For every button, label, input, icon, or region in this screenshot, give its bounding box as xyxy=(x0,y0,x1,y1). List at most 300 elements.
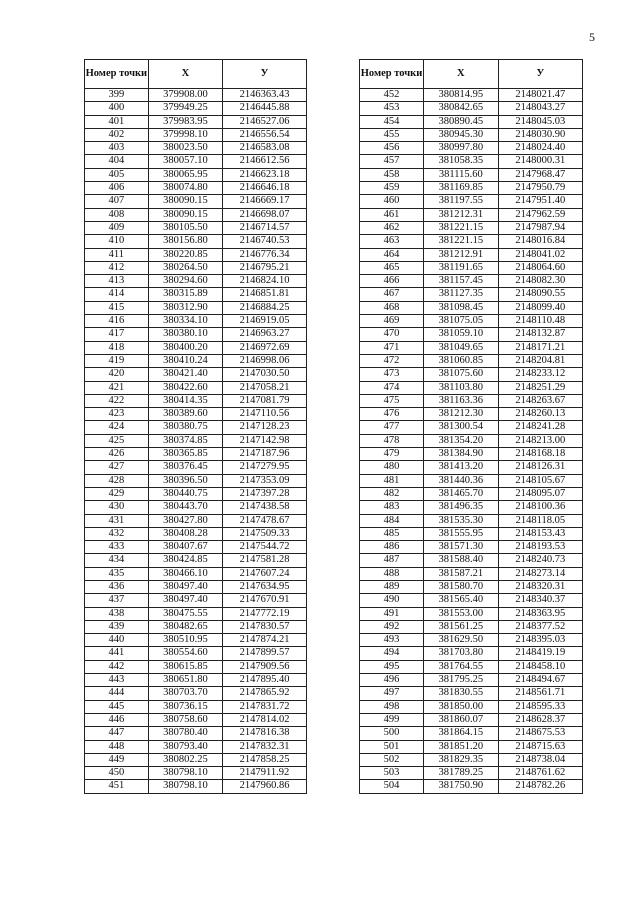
table-row xyxy=(360,448,583,461)
table-row xyxy=(360,700,583,713)
cell-point-number: 404 xyxy=(85,155,149,168)
table-row xyxy=(85,580,307,593)
table-row xyxy=(360,580,583,593)
cell-x: 381553.00 xyxy=(424,607,499,620)
cell-x: 380814.95 xyxy=(424,89,499,102)
cell-point-number: 489 xyxy=(360,580,424,593)
table-row xyxy=(360,527,583,540)
cell-point-number: 442 xyxy=(85,660,149,673)
cell-y: 2147814.02 xyxy=(223,713,307,726)
cell-point-number: 405 xyxy=(85,168,149,181)
cell-y: 2146527.06 xyxy=(223,115,307,128)
cell-y: 2148041.02 xyxy=(498,248,582,261)
cell-point-number: 450 xyxy=(85,767,149,780)
cell-x: 381059.10 xyxy=(424,328,499,341)
cell-y: 2148153.43 xyxy=(498,527,582,540)
table-header-row xyxy=(85,60,307,89)
cell-x: 380376.45 xyxy=(148,461,222,474)
cell-point-number: 504 xyxy=(360,780,424,793)
cell-x: 379908.00 xyxy=(148,89,222,102)
cell-y: 2148064.60 xyxy=(498,261,582,274)
cell-x: 381561.25 xyxy=(424,620,499,633)
table-row xyxy=(360,634,583,647)
cell-point-number: 406 xyxy=(85,182,149,195)
header-point-number: Номер точки xyxy=(360,60,424,89)
cell-point-number: 408 xyxy=(85,208,149,221)
cell-y: 2147607.24 xyxy=(223,567,307,580)
header-y: У xyxy=(498,60,582,89)
cell-point-number: 446 xyxy=(85,713,149,726)
table-row xyxy=(360,368,583,381)
cell-point-number: 474 xyxy=(360,381,424,394)
table-row xyxy=(85,182,307,195)
cell-point-number: 411 xyxy=(85,248,149,261)
cell-y: 2147909.56 xyxy=(223,660,307,673)
cell-x: 380482.65 xyxy=(148,620,222,633)
page-number: 5 xyxy=(589,30,595,44)
table-row xyxy=(85,713,307,726)
table-row xyxy=(360,315,583,328)
cell-point-number: 413 xyxy=(85,275,149,288)
table-row xyxy=(360,620,583,633)
cell-point-number: 499 xyxy=(360,713,424,726)
cell-point-number: 427 xyxy=(85,461,149,474)
cell-point-number: 460 xyxy=(360,195,424,208)
cell-point-number: 478 xyxy=(360,434,424,447)
cell-y: 2147279.95 xyxy=(223,461,307,474)
cell-y: 2146445.88 xyxy=(223,102,307,115)
cell-y: 2146669.17 xyxy=(223,195,307,208)
table-row xyxy=(85,221,307,234)
cell-y: 2147832.31 xyxy=(223,740,307,753)
header-y: У xyxy=(223,60,307,89)
cell-point-number: 412 xyxy=(85,261,149,274)
table-row xyxy=(360,780,583,793)
cell-x: 380554.60 xyxy=(148,647,222,660)
table-row xyxy=(85,687,307,700)
table-row xyxy=(85,487,307,500)
cell-y: 2147960.86 xyxy=(223,780,307,793)
cell-point-number: 402 xyxy=(85,128,149,141)
cell-y: 2146363.43 xyxy=(223,89,307,102)
cell-point-number: 441 xyxy=(85,647,149,660)
cell-point-number: 459 xyxy=(360,182,424,195)
cell-x: 380497.40 xyxy=(148,580,222,593)
cell-point-number: 493 xyxy=(360,634,424,647)
cell-point-number: 485 xyxy=(360,527,424,540)
cell-y: 2148045.03 xyxy=(498,115,582,128)
table-row xyxy=(85,461,307,474)
cell-point-number: 452 xyxy=(360,89,424,102)
cell-x: 380424.85 xyxy=(148,554,222,567)
cell-point-number: 488 xyxy=(360,567,424,580)
table-row xyxy=(360,767,583,780)
cell-point-number: 451 xyxy=(85,780,149,793)
table-row xyxy=(360,461,583,474)
cell-x: 380414.35 xyxy=(148,394,222,407)
cell-point-number: 468 xyxy=(360,301,424,314)
cell-y: 2148100.36 xyxy=(498,501,582,514)
cell-y: 2148090.55 xyxy=(498,288,582,301)
cell-y: 2147951.40 xyxy=(498,195,582,208)
cell-x: 380410.24 xyxy=(148,354,222,367)
cell-x: 380407.67 xyxy=(148,541,222,554)
cell-y: 2147950.79 xyxy=(498,182,582,195)
cell-y: 2148204.81 xyxy=(498,354,582,367)
cell-x: 381629.50 xyxy=(424,634,499,647)
cell-y: 2147670.91 xyxy=(223,594,307,607)
cell-point-number: 438 xyxy=(85,607,149,620)
cell-y: 2148000.31 xyxy=(498,155,582,168)
table-row xyxy=(360,275,583,288)
table-row xyxy=(85,155,307,168)
cell-x: 380334.10 xyxy=(148,315,222,328)
cell-x: 381703.80 xyxy=(424,647,499,660)
cell-point-number: 443 xyxy=(85,674,149,687)
table-row xyxy=(85,328,307,341)
cell-point-number: 501 xyxy=(360,740,424,753)
table-row xyxy=(85,142,307,155)
cell-x: 381860.07 xyxy=(424,713,499,726)
table-row xyxy=(360,182,583,195)
cell-x: 381221.15 xyxy=(424,221,499,234)
cell-point-number: 444 xyxy=(85,687,149,700)
table-row xyxy=(85,128,307,141)
table-row xyxy=(85,607,307,620)
cell-x: 380427.80 xyxy=(148,514,222,527)
cell-y: 2148458.10 xyxy=(498,660,582,673)
cell-y: 2148251.29 xyxy=(498,381,582,394)
cell-point-number: 434 xyxy=(85,554,149,567)
cell-point-number: 456 xyxy=(360,142,424,155)
cell-y: 2147968.47 xyxy=(498,168,582,181)
cell-x: 381157.45 xyxy=(424,275,499,288)
table-row xyxy=(85,501,307,514)
cell-y: 2148395.03 xyxy=(498,634,582,647)
cell-point-number: 439 xyxy=(85,620,149,633)
cell-y: 2147142.98 xyxy=(223,434,307,447)
cell-x: 380090.15 xyxy=(148,208,222,221)
cell-y: 2148240.73 xyxy=(498,554,582,567)
table-row xyxy=(360,607,583,620)
cell-x: 380057.10 xyxy=(148,155,222,168)
cell-x: 381075.60 xyxy=(424,368,499,381)
cell-point-number: 469 xyxy=(360,315,424,328)
cell-y: 2148118.05 xyxy=(498,514,582,527)
cell-point-number: 494 xyxy=(360,647,424,660)
cell-x: 381127.35 xyxy=(424,288,499,301)
table-row xyxy=(360,354,583,367)
cell-y: 2146612.56 xyxy=(223,155,307,168)
cell-x: 381212.30 xyxy=(424,408,499,421)
cell-point-number: 479 xyxy=(360,448,424,461)
cell-x: 380736.15 xyxy=(148,700,222,713)
cell-point-number: 432 xyxy=(85,527,149,540)
table-row xyxy=(85,195,307,208)
cell-point-number: 491 xyxy=(360,607,424,620)
cell-point-number: 431 xyxy=(85,514,149,527)
table-row xyxy=(85,434,307,447)
cell-x: 379998.10 xyxy=(148,128,222,141)
cell-y: 2147187.96 xyxy=(223,448,307,461)
cell-y: 2148494.67 xyxy=(498,674,582,687)
table-row xyxy=(85,341,307,354)
cell-point-number: 484 xyxy=(360,514,424,527)
table-row xyxy=(85,674,307,687)
cell-y: 2148377.52 xyxy=(498,620,582,633)
cell-x: 381851.20 xyxy=(424,740,499,753)
cell-x: 380798.10 xyxy=(148,780,222,793)
table-row xyxy=(360,235,583,248)
table-row xyxy=(360,421,583,434)
cell-y: 2147397.28 xyxy=(223,487,307,500)
cell-y: 2146795.21 xyxy=(223,261,307,274)
cell-x: 380798.10 xyxy=(148,767,222,780)
cell-y: 2146963.27 xyxy=(223,328,307,341)
cell-y: 2146646.18 xyxy=(223,182,307,195)
cell-y: 2148782.26 xyxy=(498,780,582,793)
cell-y: 2147831.72 xyxy=(223,700,307,713)
table-row xyxy=(360,89,583,102)
cell-y: 2148260.13 xyxy=(498,408,582,421)
cell-x: 381103.80 xyxy=(424,381,499,394)
cell-point-number: 429 xyxy=(85,487,149,500)
cell-x: 380023.50 xyxy=(148,142,222,155)
table-row xyxy=(85,448,307,461)
cell-x: 381049.65 xyxy=(424,341,499,354)
cell-y: 2147772.19 xyxy=(223,607,307,620)
cell-x: 380440.75 xyxy=(148,487,222,500)
table-row xyxy=(85,208,307,221)
cell-point-number: 472 xyxy=(360,354,424,367)
table-row xyxy=(360,594,583,607)
cell-point-number: 473 xyxy=(360,368,424,381)
cell-x: 380156.80 xyxy=(148,235,222,248)
table-row xyxy=(360,142,583,155)
cell-x: 381535.30 xyxy=(424,514,499,527)
table-row xyxy=(360,647,583,660)
cell-point-number: 490 xyxy=(360,594,424,607)
cell-y: 2148233.12 xyxy=(498,368,582,381)
cell-point-number: 410 xyxy=(85,235,149,248)
cell-y: 2147478.67 xyxy=(223,514,307,527)
table-row xyxy=(360,128,583,141)
cell-y: 2146623.18 xyxy=(223,168,307,181)
table-row xyxy=(85,554,307,567)
cell-point-number: 498 xyxy=(360,700,424,713)
cell-point-number: 453 xyxy=(360,102,424,115)
cell-x: 380374.85 xyxy=(148,434,222,447)
cell-point-number: 418 xyxy=(85,341,149,354)
table-row xyxy=(85,261,307,274)
table-row xyxy=(360,341,583,354)
cell-y: 2147581.28 xyxy=(223,554,307,567)
cell-y: 2148099.40 xyxy=(498,301,582,314)
cell-x: 381587.21 xyxy=(424,567,499,580)
cell-x: 381795.25 xyxy=(424,674,499,687)
cell-x: 380780.40 xyxy=(148,727,222,740)
cell-y: 2148595.33 xyxy=(498,700,582,713)
table-row xyxy=(360,328,583,341)
cell-y: 2146919.05 xyxy=(223,315,307,328)
cell-x: 380365.85 xyxy=(148,448,222,461)
table-row xyxy=(360,248,583,261)
table-row xyxy=(360,753,583,766)
cell-x: 381212.91 xyxy=(424,248,499,261)
cell-point-number: 487 xyxy=(360,554,424,567)
table-row xyxy=(360,102,583,115)
cell-point-number: 482 xyxy=(360,487,424,500)
cell-y: 2148132.87 xyxy=(498,328,582,341)
cell-y: 2147899.57 xyxy=(223,647,307,660)
cell-y: 2148628.37 xyxy=(498,713,582,726)
cell-y: 2148363.95 xyxy=(498,607,582,620)
cell-x: 380422.60 xyxy=(148,381,222,394)
cell-y: 2146556.54 xyxy=(223,128,307,141)
table-row xyxy=(85,700,307,713)
table-row xyxy=(85,780,307,793)
table-row xyxy=(85,115,307,128)
cell-x: 381764.55 xyxy=(424,660,499,673)
cell-x: 380475.55 xyxy=(148,607,222,620)
table-row xyxy=(85,647,307,660)
cell-x: 380380.75 xyxy=(148,421,222,434)
cell-y: 2146998.06 xyxy=(223,354,307,367)
cell-point-number: 454 xyxy=(360,115,424,128)
cell-y: 2146884.25 xyxy=(223,301,307,314)
cell-point-number: 497 xyxy=(360,687,424,700)
cell-point-number: 458 xyxy=(360,168,424,181)
cell-x: 380793.40 xyxy=(148,740,222,753)
cell-x: 379983.95 xyxy=(148,115,222,128)
table-row xyxy=(85,514,307,527)
cell-point-number: 417 xyxy=(85,328,149,341)
table-row xyxy=(360,115,583,128)
cell-y: 2147865.92 xyxy=(223,687,307,700)
cell-x: 380945.30 xyxy=(424,128,499,141)
table-row xyxy=(85,421,307,434)
cell-x: 380466.10 xyxy=(148,567,222,580)
cell-y: 2148095.07 xyxy=(498,487,582,500)
cell-y: 2148561.71 xyxy=(498,687,582,700)
cell-point-number: 437 xyxy=(85,594,149,607)
table-row xyxy=(85,620,307,633)
table-row xyxy=(360,487,583,500)
cell-y: 2147911.92 xyxy=(223,767,307,780)
cell-y: 2148273.14 xyxy=(498,567,582,580)
cell-x: 380389.60 xyxy=(148,408,222,421)
cell-y: 2148043.27 xyxy=(498,102,582,115)
cell-x: 380615.85 xyxy=(148,660,222,673)
table-row xyxy=(360,567,583,580)
cell-point-number: 414 xyxy=(85,288,149,301)
cell-y: 2146583.08 xyxy=(223,142,307,155)
cell-point-number: 465 xyxy=(360,261,424,274)
cell-x: 380890.45 xyxy=(424,115,499,128)
table-row xyxy=(360,261,583,274)
table-row xyxy=(85,753,307,766)
cell-y: 2147030.50 xyxy=(223,368,307,381)
cell-x: 381580.70 xyxy=(424,580,499,593)
table-row xyxy=(85,168,307,181)
cell-point-number: 470 xyxy=(360,328,424,341)
table-row xyxy=(360,740,583,753)
cell-x: 380380.10 xyxy=(148,328,222,341)
cell-x: 380074.80 xyxy=(148,182,222,195)
table-row xyxy=(360,541,583,554)
table-row xyxy=(85,767,307,780)
cell-y: 2148126.31 xyxy=(498,461,582,474)
cell-point-number: 496 xyxy=(360,674,424,687)
header-x: X xyxy=(424,60,499,89)
cell-x: 379949.25 xyxy=(148,102,222,115)
cell-point-number: 423 xyxy=(85,408,149,421)
cell-y: 2148419.19 xyxy=(498,647,582,660)
cell-y: 2148738.04 xyxy=(498,753,582,766)
cell-x: 381384.90 xyxy=(424,448,499,461)
cell-y: 2146740.53 xyxy=(223,235,307,248)
cell-point-number: 430 xyxy=(85,501,149,514)
cell-point-number: 416 xyxy=(85,315,149,328)
table-row xyxy=(360,394,583,407)
cell-x: 381496.35 xyxy=(424,501,499,514)
cell-point-number: 464 xyxy=(360,248,424,261)
cell-y: 2148320.31 xyxy=(498,580,582,593)
cell-point-number: 400 xyxy=(85,102,149,115)
table-row xyxy=(85,275,307,288)
cell-point-number: 492 xyxy=(360,620,424,633)
cell-point-number: 415 xyxy=(85,301,149,314)
cell-point-number: 502 xyxy=(360,753,424,766)
cell-point-number: 425 xyxy=(85,434,149,447)
header-point-number: Номер точки xyxy=(85,60,149,89)
cell-x: 381060.85 xyxy=(424,354,499,367)
table-row xyxy=(85,102,307,115)
cell-x: 380497.40 xyxy=(148,594,222,607)
cell-y: 2146851.81 xyxy=(223,288,307,301)
cell-y: 2148105.67 xyxy=(498,474,582,487)
cell-y: 2147634.95 xyxy=(223,580,307,593)
table-row xyxy=(85,634,307,647)
table-row xyxy=(360,381,583,394)
cell-x: 381197.55 xyxy=(424,195,499,208)
cell-x: 381465.70 xyxy=(424,487,499,500)
cell-y: 2147128.23 xyxy=(223,421,307,434)
cell-y: 2147858.25 xyxy=(223,753,307,766)
cell-y: 2148213.00 xyxy=(498,434,582,447)
cell-y: 2148171.21 xyxy=(498,341,582,354)
cell-x: 380396.50 xyxy=(148,474,222,487)
cell-y: 2148030.90 xyxy=(498,128,582,141)
cell-x: 381058.35 xyxy=(424,155,499,168)
cell-x: 381115.60 xyxy=(424,168,499,181)
cell-y: 2147544.72 xyxy=(223,541,307,554)
cell-x: 381850.00 xyxy=(424,700,499,713)
table-row xyxy=(360,168,583,181)
cell-point-number: 483 xyxy=(360,501,424,514)
table-row xyxy=(85,381,307,394)
cell-x: 381588.40 xyxy=(424,554,499,567)
cell-point-number: 424 xyxy=(85,421,149,434)
cell-point-number: 401 xyxy=(85,115,149,128)
table-row xyxy=(85,727,307,740)
cell-y: 2147081.79 xyxy=(223,394,307,407)
table-row xyxy=(360,221,583,234)
table-row xyxy=(85,288,307,301)
cell-point-number: 475 xyxy=(360,394,424,407)
table-row xyxy=(360,434,583,447)
cell-y: 2148340.37 xyxy=(498,594,582,607)
